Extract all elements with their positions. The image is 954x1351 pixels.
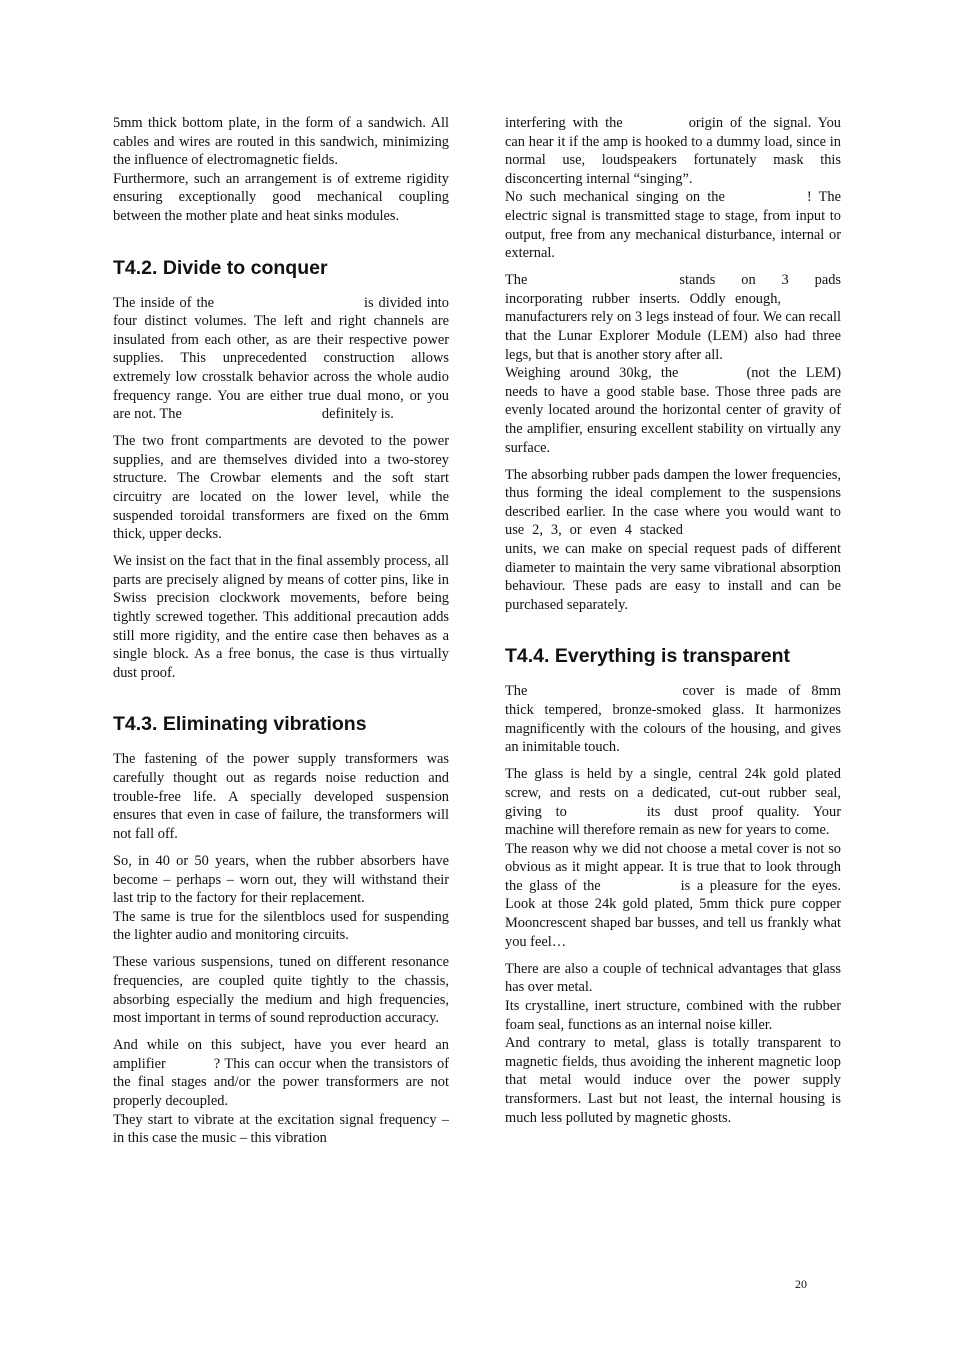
paragraph-rigidity: Furthermore, such an arrangement is of extreme rigidity ensuring exceptionally good mechanical coupling between the mother plate and heat sinks modules.	[113, 170, 449, 224]
paragraph-interfering	[505, 114, 841, 188]
text-span: (not the LEM) needs to have a good stable base. Those three pads are evenly located around the horizontal center of gravity of the amplifier, ensuring excellent stability on virtually any surface.	[505, 365, 841, 456]
text-span: No such mechanical singing on the	[505, 189, 725, 206]
right-column	[505, 114, 841, 1127]
paragraph-gold-screw	[505, 765, 841, 839]
paragraph-glass-cover	[505, 682, 841, 756]
paragraph-front-compartments: The two front compartments are devoted to the power supplies, and are themselves divided into a two-storey structure. The Crowbar elements and the soft start circuitry are located on the lower level, while the suspended toroidal transformers are fixed on the 6mm thick, upper decks.	[113, 433, 449, 543]
text-span: interfering with the	[505, 115, 623, 131]
paragraph-three-pads	[505, 271, 841, 364]
text-span: is divided into four distinct volumes. The left and right channels are insulated from each other, as are their respective power supplies. This unprecedented construction allows extremely low crosstalk behavior across the whole audio frequency range. You are either true dual mono, or you are not. The	[113, 294, 449, 423]
text-span: And while on this subject, have you ever heard an amplifier	[113, 1037, 449, 1072]
paragraph-vibrate: They start to vibrate at the excitation signal frequency – in this case the music – this vibration	[113, 1111, 449, 1147]
text-span: its dust proof quality. Your machine will therefore remain as new for years to come.	[505, 803, 841, 839]
paragraph-suspensions: These various suspensions, tuned on different resonance frequencies, are coupled quite tightly to the chassis, absorbing especially the medium and high frequencies, most important in terms of sound reproduction accuracy.	[113, 954, 449, 1027]
heading-t4-4: T4.4. Everything is transparent	[505, 645, 791, 668]
paragraph-bottom-plate: 5mm thick bottom plate, in the form of a sandwich. All cables and wires are routed in this sandwich, minimizing the influence of electromagnetic fields.	[113, 115, 449, 169]
paragraph-assembly: We insist on the fact that in the final assembly process, all parts are precisely aligned by means of cotter pins, like in Swiss precision clockwork movements, before being tightly screwed together. This additional precaution adds still more rigidity, and the entire case then behaves as a single block. As a free bonus, the case is thus virtually dust proof.	[113, 553, 449, 681]
text-span: The absorbing rubber pads dampen the lower frequencies, thus forming the ideal complement to the suspensions described earlier. In the case where you would want to use 2, 3, or even 4 stacked	[505, 466, 841, 539]
paragraph-metal-cover-reason	[505, 840, 841, 952]
text-span: The reason why we did not choose a metal cover is not so obvious as it might appear. It is true that to look through the glass of the	[505, 840, 841, 894]
text-span: Weighing around 30kg, the	[505, 365, 679, 382]
text-span: origin of the signal. You can hear it if the amp is hooked to a dummy load, since in normal use, loudspeakers fortunately mask this disconcerting internal “singing”.	[505, 115, 841, 187]
text-span: units, we can make on special request pads of different diameter to maintain the very same vibrational absorption behaviour. These pads are easy to install and can be purchased separately.	[505, 541, 841, 613]
text-span: The glass is held by a single, central 24k gold plated screw, and rests on a dedicated, cut-out rubber seal, giving to	[505, 766, 841, 820]
paragraph-singing-amplifier	[113, 1036, 449, 1110]
text-span: is a pleasure for the eyes. Look at those 24k gold plated, 5mm thick pure copper Mooncrescent shaped bar busses, and tell us frankly what you feel…	[505, 877, 841, 950]
paragraph-four-volumes	[113, 294, 449, 424]
text-span: definitely is.	[321, 406, 394, 423]
paragraph-technical-advantages: There are also a couple of technical advantages that glass has over metal.	[505, 960, 841, 996]
page-number: 20	[795, 1277, 807, 1291]
text-span: The	[505, 683, 528, 700]
text-span: ? This can occur when the transistors of the final stages and/or the power transformers are not properly decoupled.	[113, 1055, 449, 1110]
paragraph-no-singing	[505, 188, 841, 262]
paragraph-weighing	[505, 364, 841, 457]
text-span: cover is made of 8mm thick tempered, bronze-smoked glass. It harmonizes magnificently with the colours of the housing, and gives an inimitable touch.	[505, 683, 841, 756]
text-span: The inside of the	[113, 294, 215, 311]
heading-t4-2: T4.2. Divide to conquer	[113, 256, 328, 279]
paragraph-silentblocs: The same is true for the silentblocs used for suspending the lighter audio and monitoring circuits.	[113, 908, 449, 944]
paragraph-magnetic: And contrary to metal, glass is totally transparent to magnetic fields, thus avoiding the inherent magnetic loop that metal would induce over the power supply transformers. Last but not least, the internal housing is much less polluted by magnetic ghosts.	[505, 1035, 841, 1126]
text-span: manufacturers rely on 3 legs instead of four. We can recall that the Lunar Explorer Module (LEM) also had three legs, but that is another story after all.	[505, 309, 841, 363]
text-span: ! The electric signal is transmitted stage to stage, from input to output, free from any mechanical disturbance, internal or external.	[505, 189, 841, 262]
paragraph-absorbing-pads	[505, 466, 841, 615]
left-column	[113, 114, 449, 1148]
paragraph-fastening: The fastening of the power supply transformers was carefully thought out as regards noise reduction and trouble-free life. A specially developed suspension ensures that even in case of failure, the transformers will not fall off.	[113, 751, 449, 842]
text-span: stands on 3 pads incorporating rubber inserts. Oddly enough,	[505, 272, 841, 307]
paragraph-crystalline: Its crystalline, inert structure, combined with the rubber foam seal, functions as an internal noise killer.	[505, 997, 841, 1033]
text-span: The	[505, 272, 528, 289]
paragraph-rubber-absorbers: So, in 40 or 50 years, when the rubber absorbers have become – perhaps – worn out, they will withstand their last trip to the factory for their replacement.	[113, 852, 449, 907]
heading-t4-3: T4.3. Eliminating vibrations	[113, 713, 367, 736]
